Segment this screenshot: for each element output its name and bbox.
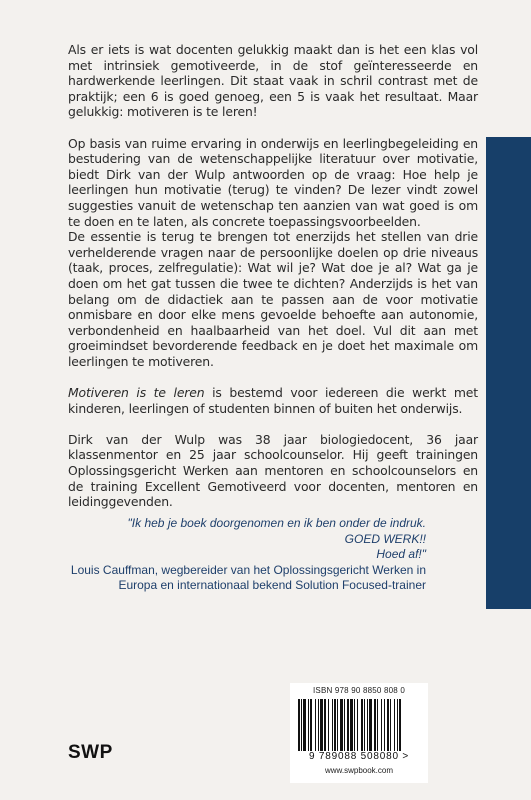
barcode-number: 9 789088 508080 > (308, 751, 410, 762)
barcode-stripe (324, 699, 326, 751)
publisher-website: www.swpbook.com (324, 766, 394, 775)
barcode-stripe (337, 699, 338, 751)
author-paragraph: Dirk van der Wulp was 38 jaar biologiedocent, 36 jaar klassenmentor en 25 jaar schoolcounselor. Hij geeft trainingen Oplossingsgericht Werken aan mentoren en schoolcounselors en de training Excellent Gemotiveerd voor docenten, mentoren en leidinggevenden. (68, 431, 478, 510)
essentie-paragraph: De essentie is terug te brengen tot enerzijds het stellen van drie verhelderende vragen naar de persoonlijke doelen op drie niveaus (taak, proces, zelfregulatie): Wat wil je? Wat doe je al? Wat ga je doen om het gat tussen die twee te dichten? Anderzijds is het van belang om de didactiek aan te passen aan de voor motivatie onmisbare en door elke mens gevoelde behoefte aan autonomie, verbondenheid en haalbaarheid van het doel. Vul dit aan met groeimindset bevorderende feedback en je doet het maximale om leerlingen te motiveren. (68, 229, 478, 369)
quote-line-1: "Ik heb je boek doorgenomen en ik ben onder de indruk. (127, 516, 426, 530)
barcode-stripe (303, 699, 306, 751)
intro-paragraph: Als er iets is wat docenten gelukkig maakt dan is het een klas vol met intrinsiek gemotiveerde, in de stof geïnteresseerde en hardwerkende leerlingen. Dit staat vaak in schril contrast met de praktijk; een 6 is goed genoeg, een 5 is vaak het resultaat. Maar gelukkig: motiveren is te leren! (68, 42, 478, 120)
barcode-stripe (350, 699, 353, 751)
quote-attribution-2: Europa en internationaal bekend Solution Focused-trainer (118, 578, 426, 593)
barcode-stripe (298, 699, 300, 751)
barcode-panel (290, 683, 428, 783)
barcode-stripe (318, 699, 319, 751)
barcode-stripe (301, 699, 302, 751)
barcode-stripe (357, 699, 358, 751)
quote-line-2: GOED WERK!! (344, 531, 426, 546)
barcode-stripe (390, 699, 391, 751)
barcode-stripe (347, 699, 349, 751)
back-cover-text (68, 42, 478, 525)
barcode-stripe (384, 699, 385, 751)
barcode-stripe (374, 699, 376, 751)
testimonial-quote (68, 516, 426, 594)
audience-paragraph (68, 385, 478, 416)
barcode-stripe (315, 699, 316, 751)
accent-side-bar (486, 137, 531, 609)
quote-line-3: Hoed af!" (376, 547, 426, 562)
barcode-stripe (397, 699, 398, 751)
barcode-stripe (332, 699, 333, 751)
barcode-stripe (377, 699, 378, 751)
book-title-inline: Motiveren is te leren (68, 385, 205, 401)
quote-attribution-1: Louis Cauffman, wegbereider van het Oplossingsgericht Werken in (70, 562, 426, 577)
barcode-stripe (310, 699, 312, 751)
barcode-stripe (387, 699, 389, 751)
barcode-stripe (344, 699, 345, 751)
barcode-stripe (340, 699, 343, 751)
barcode-stripe (381, 699, 382, 751)
barcode-stripe (328, 699, 329, 751)
barcode-stripe (334, 699, 336, 751)
barcode-stripe (364, 699, 365, 751)
barcode-stripe (354, 699, 355, 751)
barcode-stripe (320, 699, 323, 751)
publisher-logo: SWP (68, 742, 113, 763)
basis-paragraph: Op basis van ruime ervaring in onderwijs en leerlingbegeleiding en bestudering van de wetenschappelijke literatuur over motivatie, biedt Dirk van der Wulp antwoorden op de vraag: Hoe help je leerlingen hun motivatie (terug) te vinden? De lezer vindt zowel suggesties vanuit de wetenschap ten aanzien van wat goed is om te doen en te laten, als concrete toepassingsvoorbeelden. (68, 135, 478, 229)
barcode-stripe (394, 699, 395, 751)
barcode-icon (296, 699, 422, 751)
audience-text: is bestemd voor iedereen die werkt met kinderen, leerlingen of studenten binnen of buiten het onderwijs. (68, 385, 478, 416)
barcode-stripe (369, 699, 372, 751)
barcode-stripe (399, 699, 401, 751)
isbn-label: ISBN 978 90 8850 808 0 (312, 686, 406, 695)
barcode-stripe (367, 699, 368, 751)
barcode-stripe (308, 699, 309, 751)
barcode-stripe (361, 699, 363, 751)
